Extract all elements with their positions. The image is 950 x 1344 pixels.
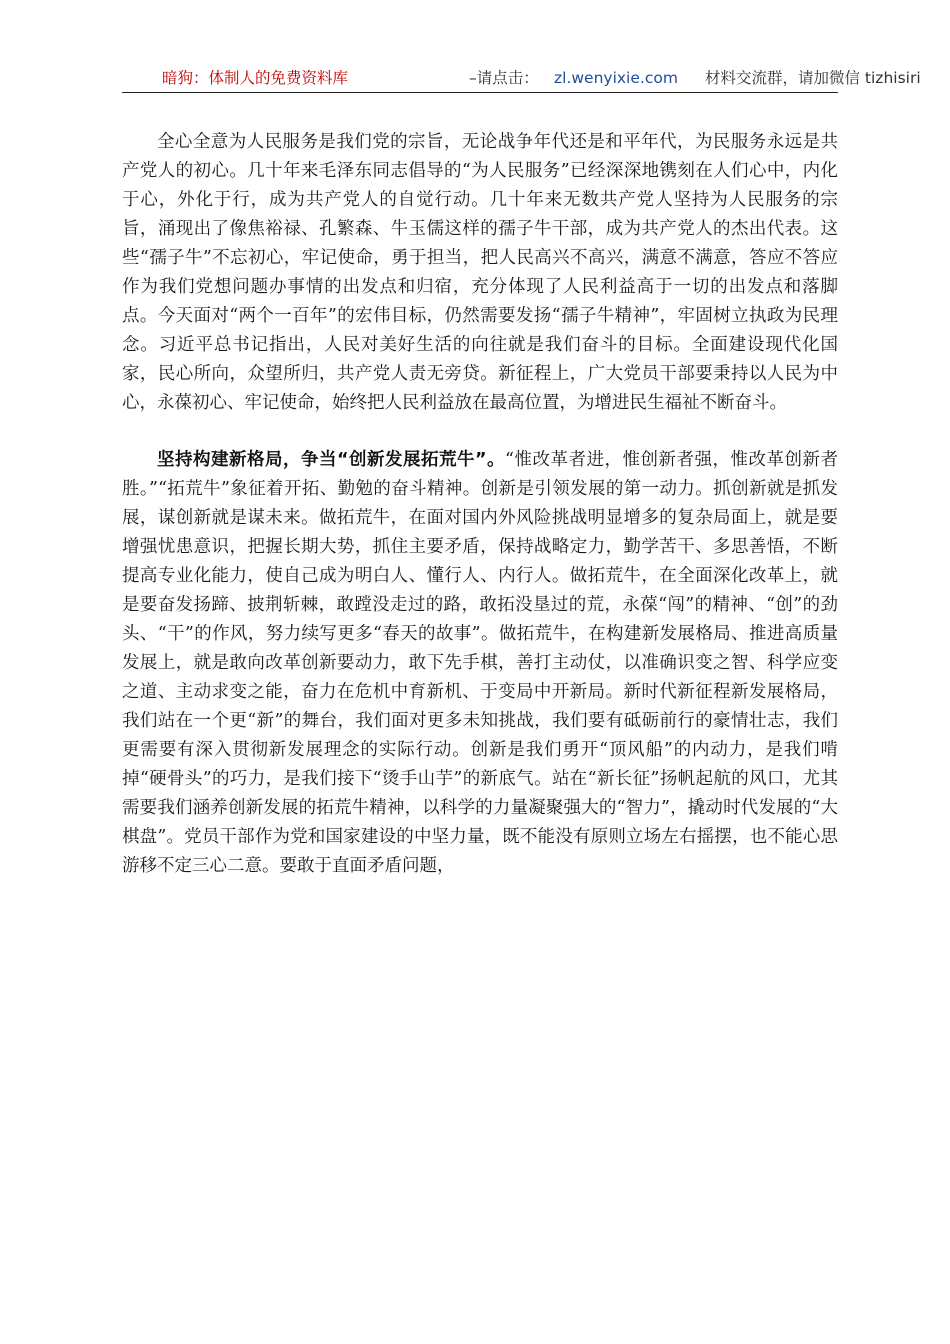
header-brand-text: 暗狗：体制人的免费资料库 [162, 69, 349, 87]
header-site-link[interactable]: zl.wenyixie.com [554, 69, 678, 87]
paragraph-text: 全心全意为人民服务是我们党的宗旨，无论战争年代还是和平年代，为民服务永远是共产党人的初心。几十年来毛泽东同志倡导的“为人民服务”已经深深地镌刻在人们心中，内化于心，外化于行，成为共产党人的自觉行动。几十年来无数共产党人坚持为人民服务的宗旨，涌现出了像焦裕禄、孔繁森、牛玉儒这样的孺子牛干部，成为共产党人的杰出代表。这些“孺子牛”不忘初心，牢记使命，勇于担当，把人民高兴不高兴，满意不满意，答应不答应作为我们党想问题办事情的出发点和归宿，充分体现了人民利益高于一切的出发点和落脚点。今天面对“两个一百年”的宏伟目标，仍然需要发扬“孺子牛精神”，牢固树立执政为民理念。习近平总书记指出，人民对美好生活的向往就是我们奋斗的目标。全面建设现代化国家，民心所向，众望所归，共产党人责无旁贷。新征程上，广大党员干部要秉持以人民为中心，永葆初心、牢记使命，始终把人民利益放在最高位置，为增进民生福祉不断奋斗。 [122, 132, 838, 413]
paragraph-serve-people [122, 128, 838, 418]
document-body [122, 128, 838, 881]
paragraph-text: “惟改革者进，惟创新者强，惟改革创新者胜。”“拓荒牛”象征着开拓、勤勉的奋斗精神。创新是引领发展的第一动力。抓创新就是抓发展，谋创新就是谋未来。做拓荒牛，在面对国内外风险挑战明显增多的复杂局面上，就是要增强忧患意识，把握长期大势，抓住主要矛盾，保持战略定力，勤学苦干、多思善悟，不断提高专业化能力，使自己成为明白人、懂行人、内行人。做拓荒牛，在全面深化改革上，就是要奋发扬蹄、披荆斩棘，敢蹚没走过的路，敢拓没垦过的荒，永葆“闯”的精神、“创”的劲头、“干”的作风，努力续写更多“春天的故事”。做拓荒牛，在构建新发展格局、推进高质量发展上，就是敢向改革创新要动力，敢下先手棋，善打主动仗，以准确识变之智、科学应变之道、主动求变之能，奋力在危机中育新机、于变局中开新局。新时代新征程新发展格局，我们站在一个更“新”的舞台，我们面对更多未知挑战，我们要有砥砺前行的豪情壮志，我们更需要有深入贯彻新发展理念的实际行动。创新是我们勇开“顶风船”的内动力，是我们啃掉“硬骨头”的巧力，是我们接下“烫手山芋”的新底气。站在“新长征”扬帆起航的风口，尤其需要我们涵养创新发展的拓荒牛精神，以科学的力量凝聚强大的“智力”，撬动时代发展的“大棋盘”。党员干部作为党和国家建设的中坚力量，既不能没有原则立场左右摇摆，也不能心思游移不定三心二意。要敢于直面矛盾问题， [122, 450, 838, 876]
page-header [122, 64, 921, 93]
header-click-prompt: –请点击： [469, 69, 539, 87]
paragraph-innovation [122, 446, 838, 881]
paragraph-lead-heading: 坚持构建新格局，争当“创新发展拓荒牛”。 [157, 450, 506, 470]
header-wechat-note: 材料交流群，请加微信 tizhisiri [705, 69, 921, 87]
